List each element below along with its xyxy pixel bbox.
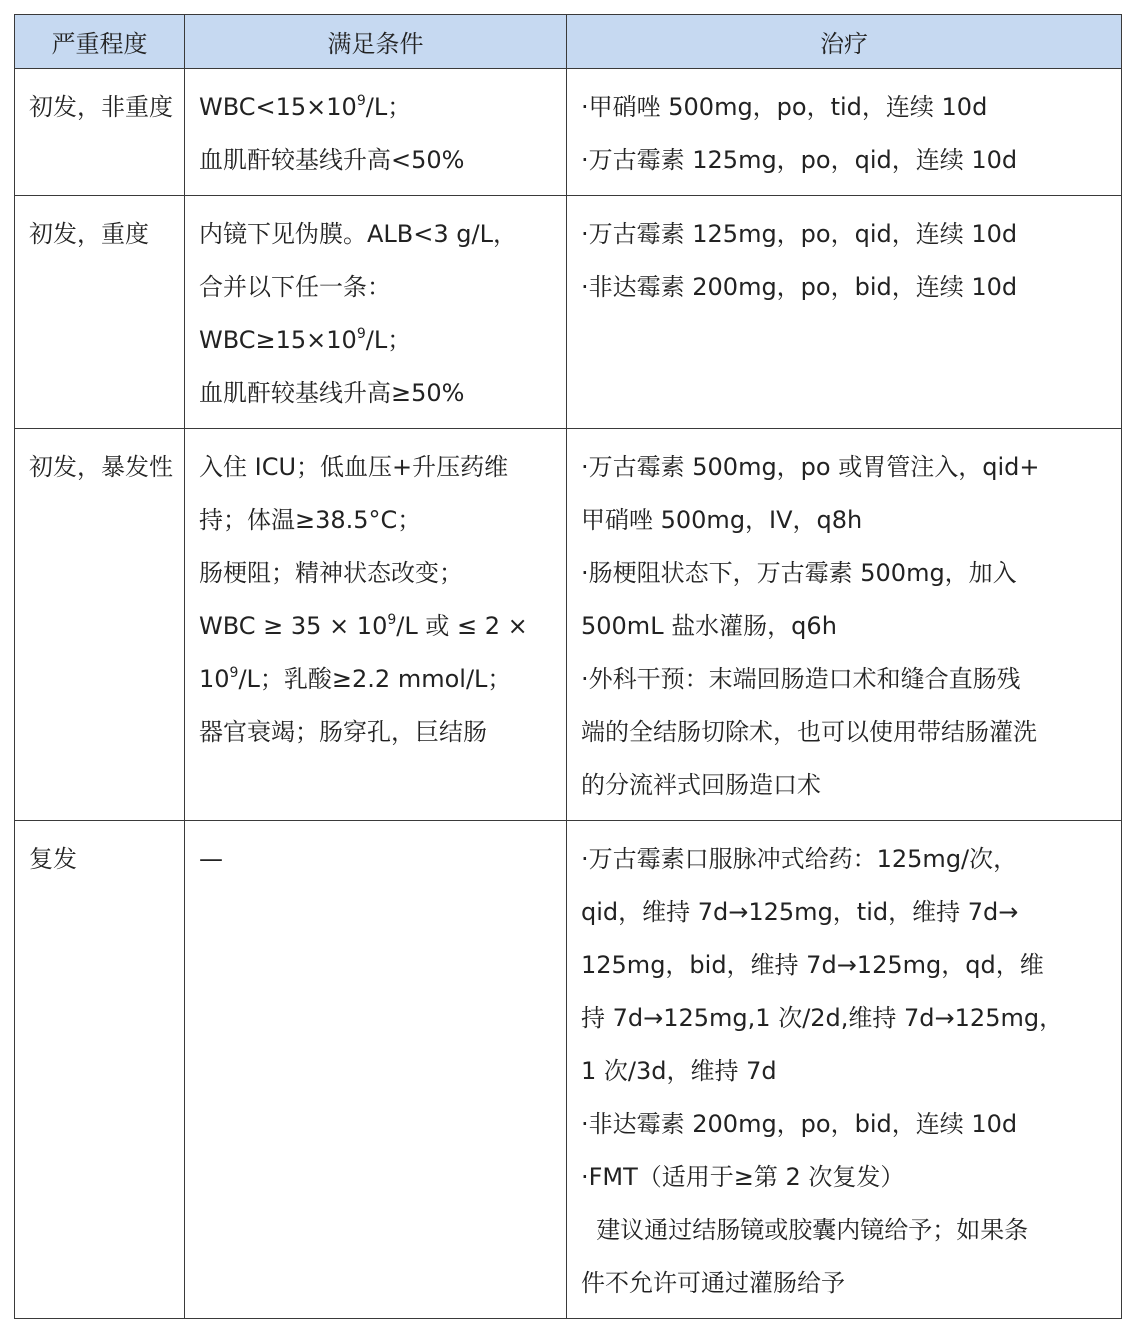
conditions-cell: [185, 69, 567, 196]
condition-line: 肠梗阻；精神状态改变；: [199, 559, 463, 587]
condition-line: 入住 ICU；低血压+升压药维: [199, 453, 509, 481]
condition-line: 器官衰竭；肠穿孔，巨结肠: [199, 718, 487, 746]
condition-line: $WBC<15\times 10^9/L$；: [199, 93, 412, 121]
treatment-line: ·非达霉素 200mg，po，bid，连续 10d: [581, 1110, 1018, 1138]
condition-line: 血肌酐较基线升高<50%: [199, 146, 465, 174]
table-row: [15, 196, 1122, 429]
condition-line: $WBC\ge 15\times 10^9/L$；: [199, 326, 412, 354]
treatment-line: ·甲硝唑 500mg，po，tid，连续 10d: [581, 93, 988, 121]
treatment-line: 持 7d→125mg,1 次/2d,维持 7d→125mg，: [581, 1004, 1064, 1032]
treatment-line: ·FMT（适用于≥第 2 次复发）: [581, 1163, 905, 1191]
treatment-line: ·肠梗阻状态下，万古霉素 500mg，加入: [581, 559, 1017, 587]
conditions-cell: [185, 429, 567, 821]
treatment-line: 件不允许可通过灌肠给予: [581, 1269, 845, 1297]
condition-line: 内镜下见伪膜。ALB<3 g/L，: [199, 220, 517, 248]
severity-cell: [15, 69, 185, 196]
treatment-line: ·万古霉素 125mg，po，qid，连续 10d: [581, 146, 1018, 174]
condition-line: 持；体温≥38.5°C；: [199, 506, 422, 534]
severity-text: 初发，暴发性: [29, 453, 173, 481]
treatment-line: 建议通过结肠镜或胶囊内镜给予；如果条: [581, 1216, 1029, 1244]
treatment-line: 1 次/3d，维持 7d: [581, 1057, 777, 1085]
treatment-table: [14, 14, 1122, 1319]
severity-text: 初发，非重度: [29, 93, 173, 121]
header-severity: 严重程度: [15, 15, 185, 69]
conditions-cell: [185, 196, 567, 429]
condition-line: 血肌酐较基线升高≥50%: [199, 379, 465, 407]
severity-cell: [15, 821, 185, 1319]
severity-text: 复发: [29, 845, 77, 873]
table-header: [15, 15, 1122, 69]
severity-text: 初发，重度: [29, 220, 149, 248]
treatment-line: ·万古霉素 500mg，po 或胃管注入，qid+: [581, 453, 1040, 481]
condition-line: 合并以下任一条：: [199, 273, 391, 301]
treatment-line: ·非达霉素 200mg，po，bid，连续 10d: [581, 273, 1018, 301]
condition-line: —: [199, 845, 223, 873]
table-row: [15, 821, 1122, 1319]
table-row: [15, 69, 1122, 196]
treatment-cell: [567, 69, 1122, 196]
treatment-line: ·万古霉素口服脉冲式给药：125mg/次，: [581, 845, 1018, 873]
severity-cell: [15, 429, 185, 821]
treatment-line: 端的全结肠切除术，也可以使用带结肠灌洗: [581, 718, 1037, 746]
header-conditions: 满足条件: [185, 15, 567, 69]
treatment-cell: [567, 429, 1122, 821]
treatment-line: ·万古霉素 125mg，po，qid，连续 10d: [581, 220, 1018, 248]
treatment-table-container: [14, 14, 1121, 1319]
severity-cell: [15, 196, 185, 429]
header-row: [15, 15, 1122, 69]
condition-line: $10^9/L$；乳酸≥2.2 mmol/L；: [199, 665, 512, 693]
treatment-line: 500mL 盐水灌肠，q6h: [581, 612, 837, 640]
header-treatment: 治疗: [567, 15, 1122, 69]
treatment-cell: [567, 821, 1122, 1319]
treatment-line: ·外科干预：末端回肠造口术和缝合直肠残: [581, 665, 1021, 693]
treatment-line: 甲硝唑 500mg，IV，q8h: [581, 506, 863, 534]
condition-line: WBC ≥ $35 \times 10^9/L$ 或 ≤ 2 ×: [199, 612, 528, 640]
treatment-line: 125mg，bid，维持 7d→125mg，qd，维: [581, 951, 1044, 979]
treatment-cell: [567, 196, 1122, 429]
treatment-line: 的分流袢式回肠造口术: [581, 771, 821, 799]
table-row: [15, 429, 1122, 821]
treatment-line: qid，维持 7d→125mg，tid，维持 7d→: [581, 898, 1019, 926]
conditions-cell: [185, 821, 567, 1319]
